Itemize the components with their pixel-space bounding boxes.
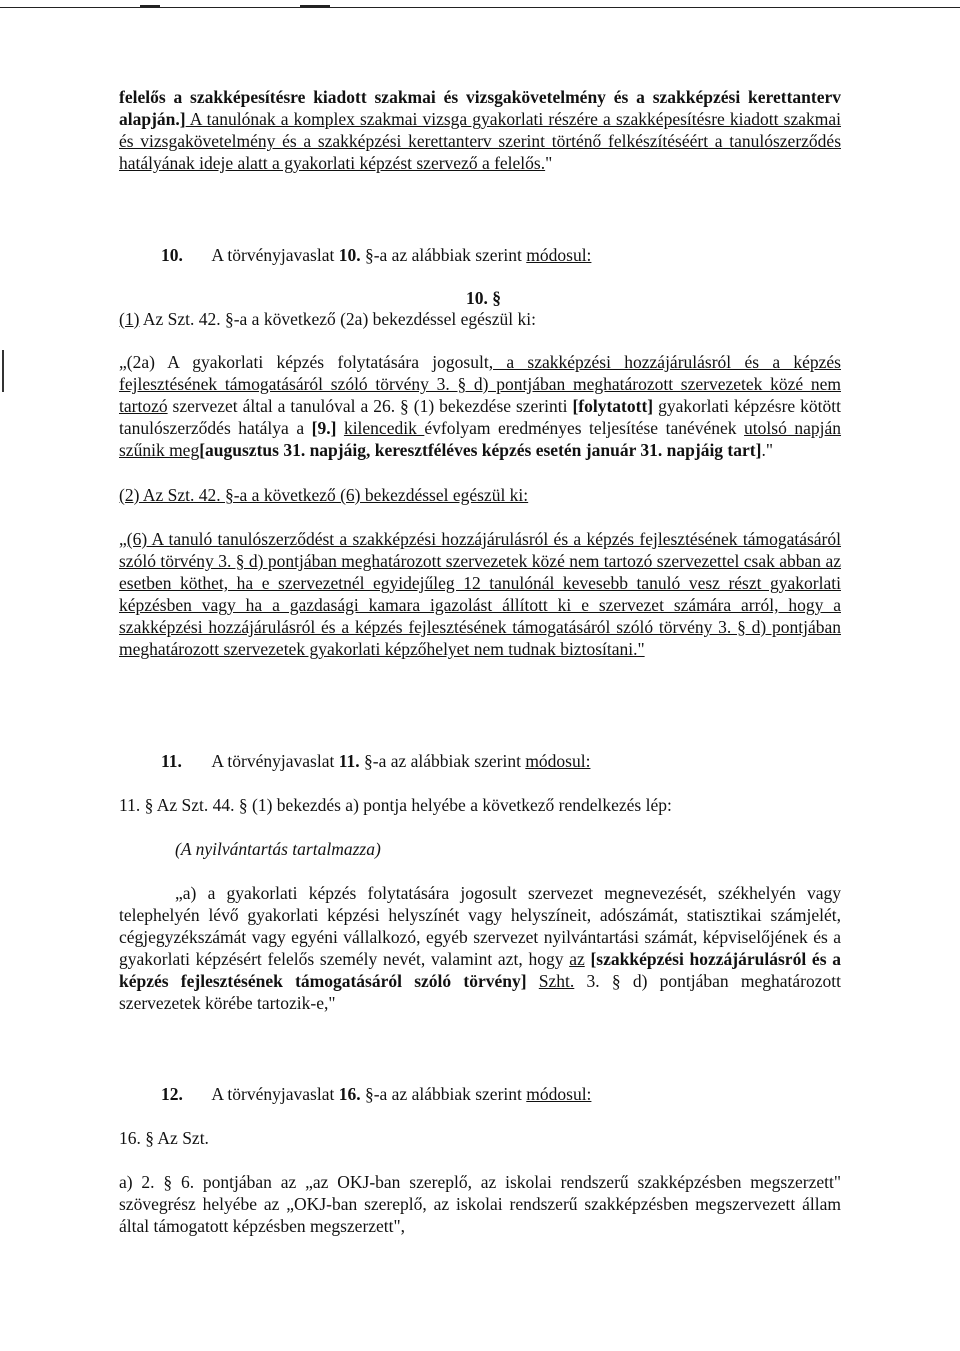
paragraph-12a: a) 2. § 6. pontjában az „az OKJ-ban szereplő, az iskolai rendszerű szakképzésben megszerzett" szövegrész helyébe az „OKJ-ban szereplő, az iskolai rendszerű szakképzésben megszervezett állam által támogatott képzésben megszerzett", bbox=[119, 1172, 841, 1236]
italic-context: (A nyilvántartás tartalmazza) bbox=[175, 839, 381, 859]
section-10-header: 10. A törvényjavaslat 10. §-a az alábbiak szerint módosul: bbox=[161, 245, 592, 265]
margin-mark bbox=[2, 350, 4, 392]
paragraph-a: „a) a gyakorlati képzés folytatására jogosult szervezet megnevezését, székhelyén vagy telephelyén lévő gyakorlati képzési helyszínét vagy helyszíneit, adószámát, statisztikai számjelét, cégjegyzékszámát vagy egyéni vállalkozó, egyéb szervezet nyilvántartási számát, képviselőjének és a gyakorlati képzésért felelős személy nevét, valamint azt, hogy az [szakképzési hozzájárulásról és a képzés fejlesztésének támogatásáról szóló törvény] Szht. 3. § d) pontjában meghatározott szervezetek körébe tartozik-e," bbox=[119, 883, 841, 1013]
section-11-line: 11. § Az Szt. 44. § (1) bekezdés a) pontja helyébe a következő rendelkezés lép: bbox=[119, 795, 672, 815]
subsection-2: (2) Az Szt. 42. §-a a következő (6) bekezdéssel egészül ki: bbox=[119, 485, 529, 505]
underlined-inserted-text: A tanulónak a komplex szakmai vizsga gyakorlati részére a szakképesítésre kiadott szakmai és vizsgakövetelmény és a szakképzési kerettanterv szerint történő felkészítéséért a tanulószerződés hatályának ideje alatt a gyakorlati képzést szervező a felelős. bbox=[119, 109, 841, 173]
section-11-header: 11. A törvényjavaslat 11. §-a az alábbiak szerint módosul: bbox=[161, 751, 591, 771]
underlined-inserted-text: , a szakképzési hozzájárulásról és a képzés fejlesztésének támogatásáról szóló törvény 3. § d) pontjában meghatározott szervezetek közé nem tartozó bbox=[119, 352, 841, 416]
border-dash bbox=[300, 5, 330, 7]
bold-deleted-text: [szakképzési hozzájárulásról és a képzés fejlesztésének támogatásáról szóló törvény] bbox=[119, 949, 841, 991]
top-border-line bbox=[0, 0, 960, 8]
section-heading: 10. § bbox=[466, 288, 501, 308]
quoted-paragraph-6: „(6) A tanuló tanulószerződést a szakképzési hozzájárulásról és a képzés fejlesztésének támogatásáról szóló törvény 3. § d) pontjában meghatározott szervezetek közé nem tartozó szervezettel csak abban az esetben köthet, ha e szervezetnél egyidejűleg 12 tanulónál kevesebb tanuló vesz részt gyakorlati képzésben vagy ha a gazdasági kamara igazolást állított ki e szervezet számára arról, hogy a szakképzési hozzájárulásról és a képzés fejlesztésének támogatásáról szóló törvény 3. § d) pontjában meghatározott szervezetek gyakorlati képzőhelyet nem tudnak biztosítani." bbox=[119, 529, 841, 659]
bold-deleted-text: [folytatott] bbox=[572, 396, 654, 416]
section-12-line: 16. § Az Szt. bbox=[119, 1128, 209, 1148]
border-dash bbox=[140, 5, 160, 7]
bold-deleted-text: [augusztus 31. napjáig, keresztféléves képzés esetén január 31. napjáig tart] bbox=[199, 440, 762, 460]
bold-deleted-text: felelős a szakképesítésre kiadott szakmai és vizsgakövetelmény és a szakképzési kerettanterv alapján. bbox=[119, 87, 841, 129]
paragraph-intro: felelős a szakképesítésre kiadott szakmai és vizsgakövetelmény és a szakképzési kerettanterv alapján.] A tanulónak a komplex szakmai vizsga gyakorlati részére a szakképesítésre kiadott szakmai és vizsgakövetelmény és a szakképzési kerettanterv szerint történő felkészítéséért a tanulószerződés hatályának ideje alatt a gyakorlati képzést szervező a felelős." bbox=[119, 87, 841, 173]
quoted-paragraph-2a: „(2a) A gyakorlati képzés folytatására jogosult, a szakképzési hozzájárulásról és a képzés fejlesztésének támogatásáról szóló törvény 3. § d) pontjában meghatározott szervezetek közé nem tartozó szervezet által a tanulóval a 26. § (1) bekezdése szerinti [folytatott] gyakorlati képzésre kötött tanulószerződés hatálya a [9.] kilencedik évfolyam eredményes teljesítése tanévének utolsó napján szűnik meg[augusztus 31. napjáig, keresztféléves képzés esetén január 31. napjáig tart]." bbox=[119, 352, 842, 460]
subsection-1: (1) Az Szt. 42. §-a a következő (2a) bekezdéssel egészül ki: bbox=[119, 309, 536, 329]
section-12-header: 12. A törvényjavaslat 16. §-a az alábbiak szerint módosul: bbox=[161, 1084, 592, 1104]
